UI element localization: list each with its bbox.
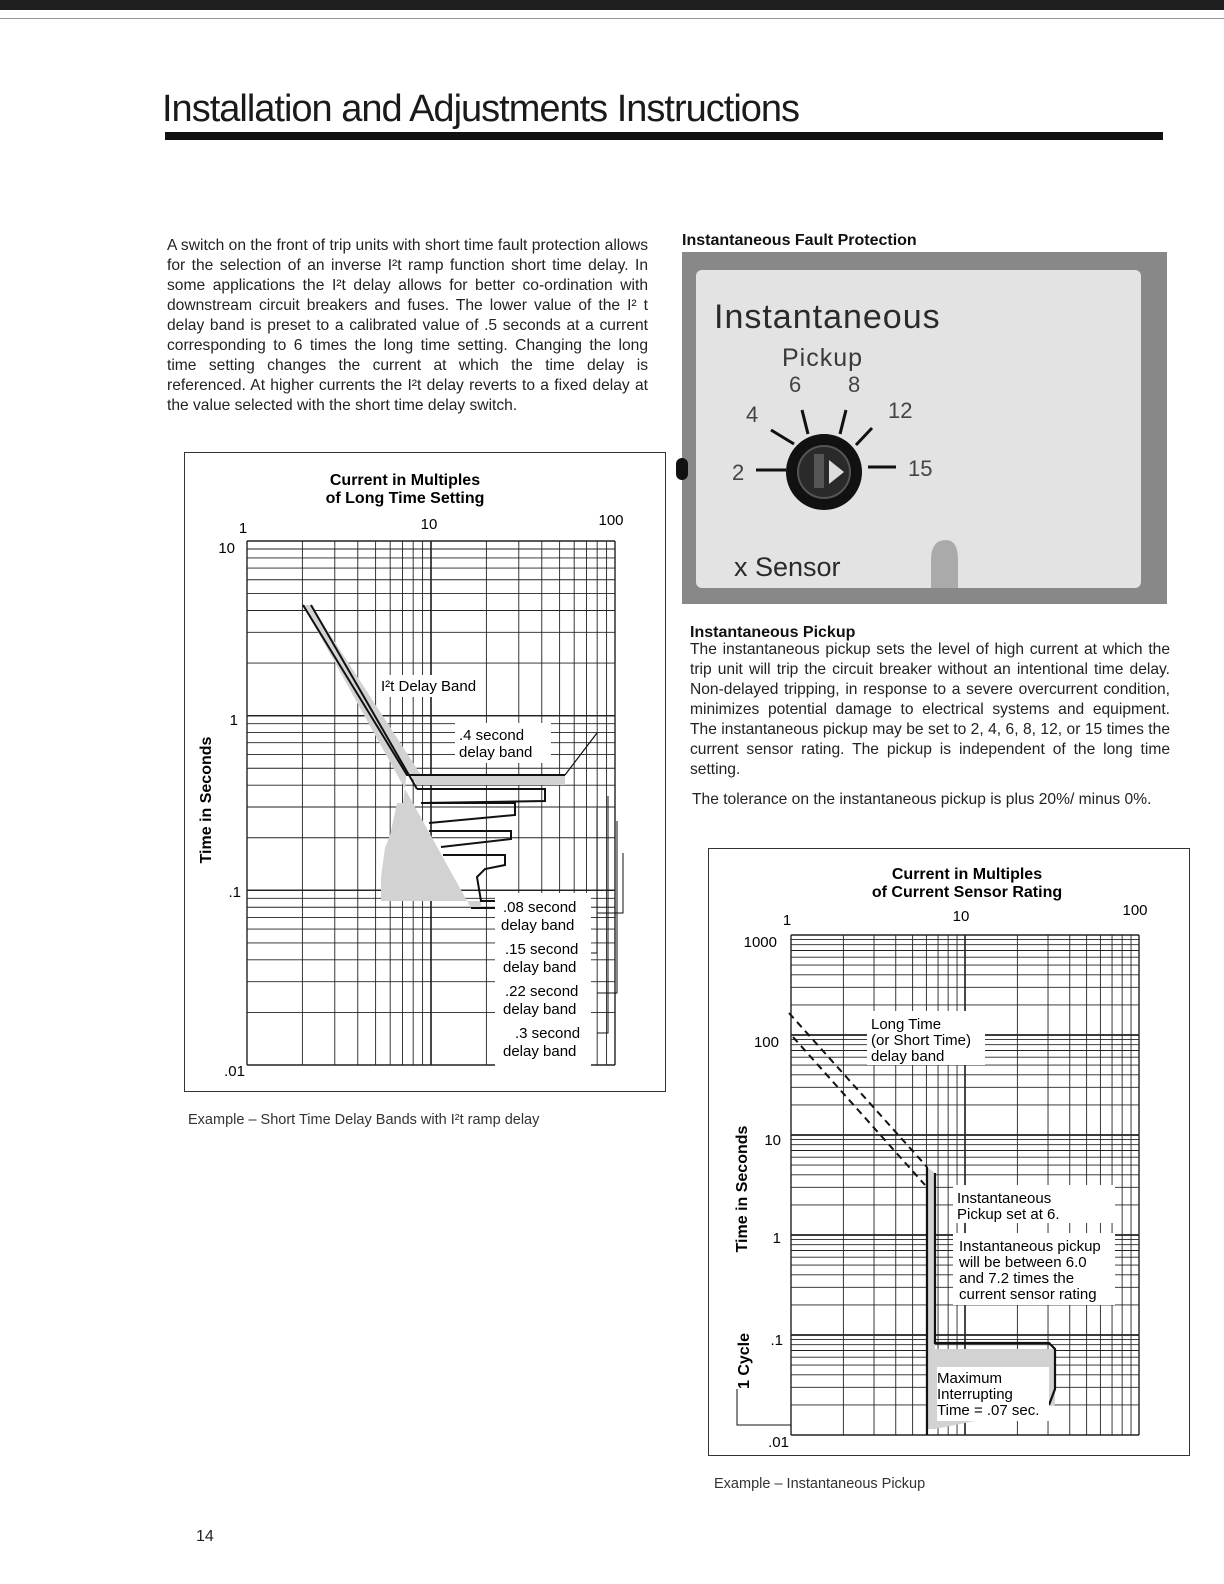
band-08-leader [597,853,623,913]
pickup-range-label-1: Instantaneous pickup [959,1238,1101,1255]
x-title-line2: of Current Sensor Rating [871,884,1063,901]
band-15-label-1: .15 second [505,941,579,958]
top-hairline [0,18,1224,19]
instantaneous-figure [708,848,1190,1456]
y-tick-01: .1 [770,1332,783,1349]
short-time-figure [184,452,666,1092]
panel-notch [931,540,958,588]
band-22-step [429,831,511,847]
y-tick-01: .1 [228,884,241,901]
right-caption: Example – Instantaneous Pickup [714,1476,926,1492]
x-tick-100: 100 [598,512,624,529]
left-caption: Example – Short Time Delay Bands with I²t ramp delay [188,1112,540,1128]
x-tick-1: 1 [782,912,792,929]
dial-subtitle: Pickup [782,344,864,372]
cycle-bracket [737,1389,791,1425]
x-tick-10: 10 [952,908,970,925]
y-title: Time in Seconds [734,1125,751,1253]
dial-drawing [696,270,1141,588]
y-tick-10: 10 [218,540,235,557]
dial-pos-12: 12 [888,398,913,423]
pickup-range-label-2: will be between 6.0 [959,1254,1087,1271]
y-tick-1000: 1000 [743,934,777,951]
band-3-label-2: delay band [503,1043,577,1060]
dial-photo [682,252,1167,604]
band-3-label-1: .3 second [515,1025,581,1042]
pickup-range-label-3: and 7.2 times the [959,1270,1075,1287]
pickup-set-label-1: Instantaneous [957,1190,1052,1207]
pickup-set-label-2: Pickup set at 6. [957,1206,1060,1223]
y-tick-100: 100 [753,1034,779,1051]
band-08-label-1: .08 second [503,899,577,916]
title-rule [165,132,1163,140]
long-time-label-2: (or Short Time) [871,1032,972,1049]
dial-pos-15: 15 [908,456,933,481]
long-time-label-3: delay band [871,1048,945,1065]
x-title-line1: Current in Multiples [329,472,481,489]
dial-pointer [814,454,824,488]
band-22-label-2: delay band [503,1001,577,1018]
pickup-range-label-4: current sensor rating [959,1286,1097,1303]
x-tick-10: 10 [420,516,438,533]
dial-pos-8: 8 [848,372,861,397]
dial-pos-2: 2 [732,460,745,485]
top-border [0,0,1224,10]
short-time-chart [185,453,665,1091]
i2t-band-label: I²t Delay Band [381,678,477,695]
band-4-label-2: delay band [459,744,533,761]
band-22-label-1: .22 second [505,983,579,1000]
band-4-step [417,789,545,803]
y-tick-001: .01 [224,1063,245,1080]
cycle-label: 1 Cycle [736,1332,753,1390]
long-time-label-1: Long Time [871,1016,942,1033]
dial-pos-4: 4 [746,402,759,427]
dial-title: Instantaneous [714,298,941,336]
page-number: 14 [196,1528,214,1545]
panel-pin [676,458,688,480]
band-15-label-2: delay band [503,959,577,976]
instantaneous-chart [709,849,1189,1455]
y-title: Time in Seconds [198,736,215,864]
x-title-line1: Current in Multiples [891,866,1043,883]
pickup-paragraph-2: The tolerance on the instantaneous pickup is plus 20%/ minus 0%. [692,791,1152,808]
left-paragraph: A switch on the front of trip units with short time fault protection allows for the selection of an inverse I²t ramp function short time delay. In some applications the I²t delay allows for better co-ordination with downstream circuit breakers and fuses. The lower value of the I² t delay band is preset to a calibrated value of .5 seconds at a current corresponding to 6 times the long time setting. Changing the long time setting changes the current at which the time delay is referenced. At higher currents the I²t delay reverts to a fixed delay at the value selected with the short time delay switch. [167,237,648,414]
band-08-label-2: delay band [501,917,575,934]
x-title-line2: of Long Time Setting [325,490,485,507]
dial-footer: x Sensor [734,552,841,582]
instantaneous-heading: Instantaneous Fault Protection [682,232,917,249]
pickup-paragraph-1: The instantaneous pickup sets the level of high current at which the trip unit will trip the circuit breaker without an intentional time delay. Non-delayed tripping, in response to a severe overcurrent condition, minimizes potential damage to electrical systems and equipment. The instantaneous pickup may be set to 2, 4, 6, 8, 12, or 15 times the current sensor rating. The pickup is independent of the long time setting. [690,641,1170,778]
page-title: Installation and Adjustments Instructions [162,88,800,130]
pickup-subheading: Instantaneous Pickup [690,624,856,641]
x-tick-1: 1 [238,520,248,537]
x-tick-100: 100 [1122,902,1148,919]
y-tick-1: 1 [772,1230,781,1247]
band-4-label-1: .4 second [459,727,525,744]
max-label-3: Time = .07 sec. [937,1402,1040,1419]
y-tick-1: 1 [229,712,238,729]
band-3-step [421,803,515,823]
y-tick-001: .01 [768,1434,789,1451]
max-label-2: Interrupting [937,1386,1013,1403]
y-tick-10: 10 [764,1132,781,1149]
dial-pos-6: 6 [789,372,802,397]
max-label-1: Maximum [937,1370,1003,1387]
dial-panel [696,270,1141,588]
